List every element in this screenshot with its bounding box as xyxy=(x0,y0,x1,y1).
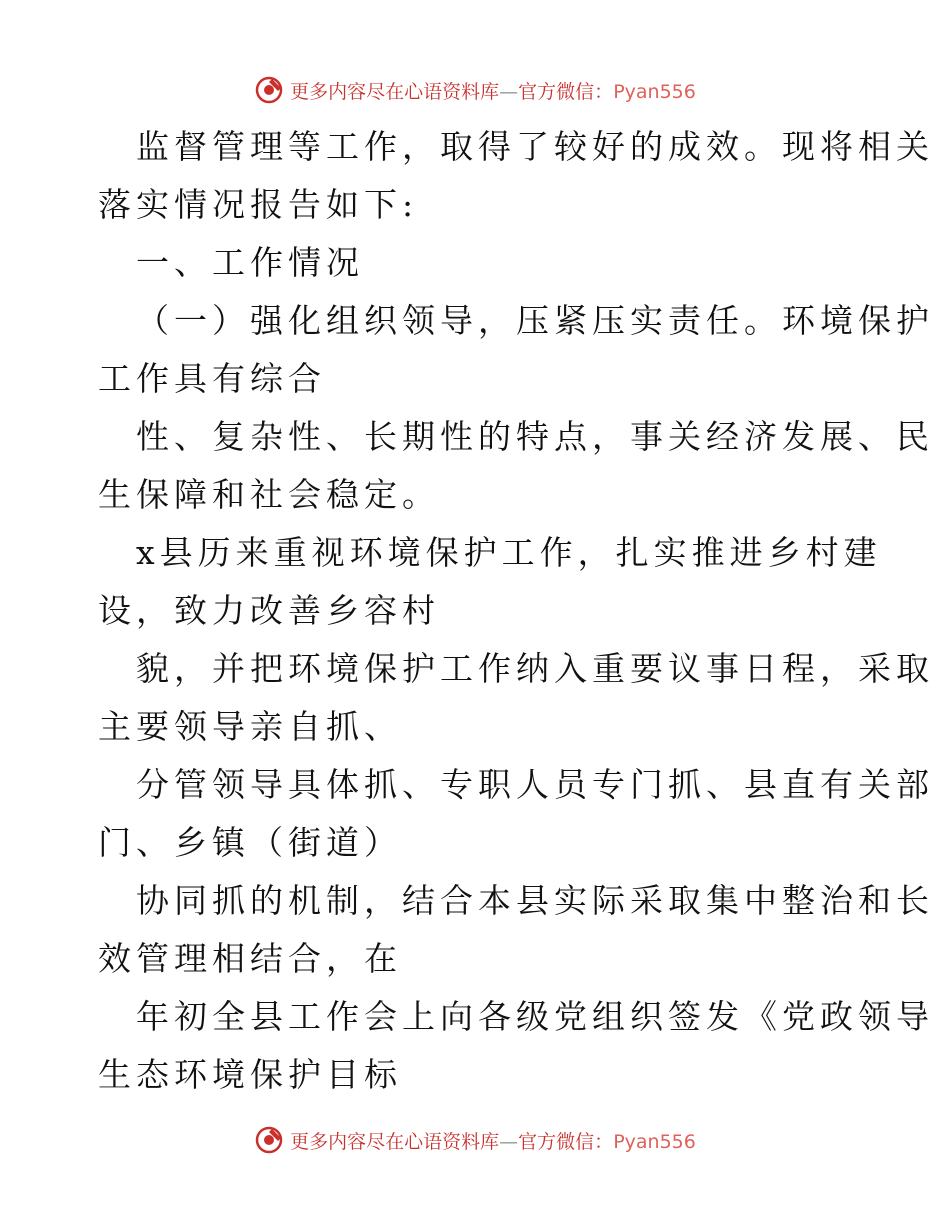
text-line: 貌，并把环境保护工作纳入重要议事日程，采取 xyxy=(136,649,934,688)
watermark-separator: — xyxy=(499,1130,519,1153)
text-line: 性、复杂性、长期性的特点，事关经济发展、民 xyxy=(136,417,934,456)
header-watermark xyxy=(0,70,950,110)
text-line: （一）强化组织领导，压紧压实责任。环境保护 xyxy=(136,301,934,340)
text-line: 生保障和社会稳定。 xyxy=(98,475,440,514)
watermark-separator: — xyxy=(499,80,519,103)
watermark-text xyxy=(290,1127,696,1154)
text-line: 生态环境保护目标 xyxy=(98,1055,402,1094)
text-line: 效管理相结合，在 xyxy=(98,939,402,978)
text-line: 监督管理等工作，取得了较好的成效。现将相关 xyxy=(136,127,934,166)
pen-logo-icon xyxy=(254,1125,284,1155)
text-line: 设，致力改善乡容村 xyxy=(98,591,440,630)
watermark-account-id: Pyan556 xyxy=(613,80,696,103)
watermark-account-label: 官方微信： xyxy=(518,80,614,103)
watermark-account-id: Pyan556 xyxy=(613,1130,696,1153)
footer-watermark xyxy=(0,1120,950,1160)
text-line: 主要领导亲自抓、 xyxy=(98,707,402,746)
text-line: 年初全县工作会上向各级党组织签发《党政领导 xyxy=(136,997,934,1036)
text-line: 工作具有综合 xyxy=(98,359,326,398)
pen-logo-icon xyxy=(254,75,284,105)
text-line: 一、工作情况 xyxy=(136,243,364,282)
watermark-brand: 更多内容尽在心语资料库 xyxy=(290,1130,500,1153)
document-body xyxy=(98,118,934,1104)
watermark-brand: 更多内容尽在心语资料库 xyxy=(290,80,500,103)
text-line: 协同抓的机制，结合本县实际采取集中整治和长 xyxy=(136,881,934,920)
text-line: x县历来重视环境保护工作，扎实推进乡村建 xyxy=(136,533,882,572)
watermark-text xyxy=(290,77,696,104)
watermark-account-label: 官方微信： xyxy=(518,1130,614,1153)
text-line: 门、乡镇（街道） xyxy=(98,823,402,862)
text-line: 落实情况报告如下: xyxy=(98,185,419,224)
text-line: 分管领导具体抓、专职人员专门抓、县直有关部 xyxy=(136,765,934,804)
